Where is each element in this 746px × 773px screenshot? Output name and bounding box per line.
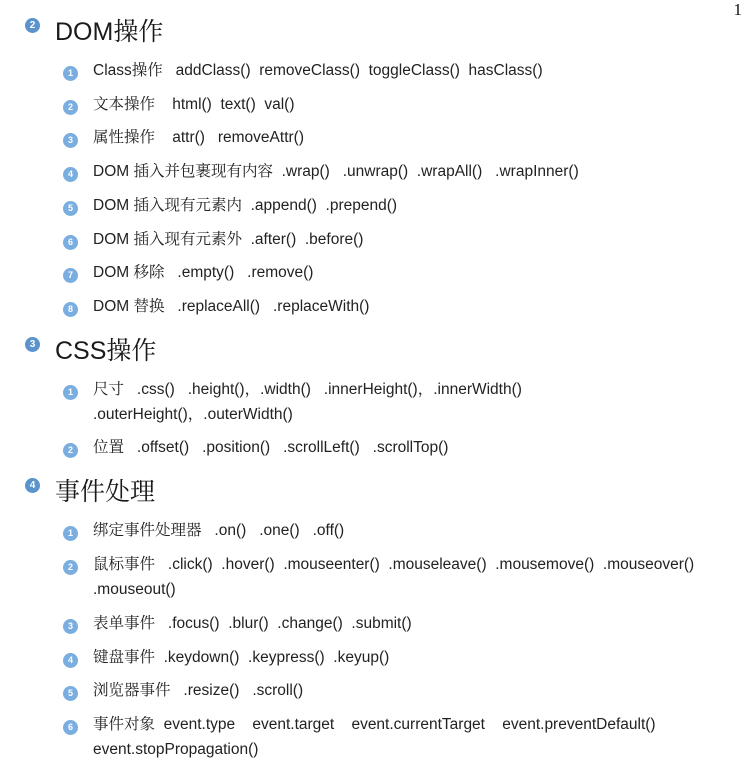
item-text: 位置 .offset() .position() .scrollLeft() .scrollTop() bbox=[93, 439, 449, 456]
item-text: 鼠标事件 .click() .hover() .mouseenter() .mouseleave() .mousemove() .mouseover() .mouseout() bbox=[93, 556, 695, 598]
item-text: 表单事件 .focus() .blur() .change() .submit() bbox=[93, 615, 412, 632]
item-text: 绑定事件处理器 .on() .one() .off() bbox=[93, 522, 345, 539]
item-text: DOM 替换 .replaceAll() .replaceWith() bbox=[93, 298, 370, 315]
section-number-badge: 2 bbox=[25, 18, 40, 33]
item-number-badge: 2 bbox=[63, 443, 78, 458]
item-number-badge: 4 bbox=[63, 167, 78, 182]
item-number-badge: 3 bbox=[63, 619, 78, 634]
item-text: DOM 插入现有元素外 .after() .before() bbox=[93, 231, 364, 248]
item-text: DOM 插入并包裹现有内容 .wrap() .unwrap() .wrapAll() .wrapInner() bbox=[93, 163, 579, 180]
section-number-badge: 3 bbox=[25, 337, 40, 352]
item-number-badge: 2 bbox=[63, 100, 78, 115]
item-text: 键盘事件 .keydown() .keypress() .keyup() bbox=[93, 649, 390, 666]
item-number-badge: 1 bbox=[63, 385, 78, 400]
item-number-badge: 4 bbox=[63, 653, 78, 668]
item-number-badge: 2 bbox=[63, 560, 78, 575]
item-number-badge: 6 bbox=[63, 720, 78, 735]
section-title: DOM操作 bbox=[55, 18, 164, 46]
item-number-badge: 1 bbox=[63, 66, 78, 81]
item-number-badge: 1 bbox=[63, 526, 78, 541]
item-number-badge: 3 bbox=[63, 133, 78, 148]
item-text: 尺寸 .css() .height()，.width() .innerHeight()，.innerWidth() .outerHeight()，.outerWidth() bbox=[93, 381, 522, 423]
item-text: 属性操作 attr() removeAttr() bbox=[93, 129, 304, 146]
item-text: Class操作 addClass() removeClass() toggleClass() hasClass() bbox=[93, 62, 543, 79]
section-number-badge: 4 bbox=[25, 478, 40, 493]
item-number-badge: 5 bbox=[63, 686, 78, 701]
item-text: DOM 移除 .empty() .remove() bbox=[93, 264, 314, 281]
page-number: 1 bbox=[733, 0, 742, 19]
item-number-badge: 6 bbox=[63, 235, 78, 250]
section-title: 事件处理 bbox=[55, 478, 156, 506]
item-number-badge: 7 bbox=[63, 268, 78, 283]
item-text: DOM 插入现有元素内 .append() .prepend() bbox=[93, 197, 398, 214]
item-text: 事件对象 event.type event.target event.currentTarget event.preventDefault() event.stopPropagation() bbox=[93, 716, 656, 758]
item-text: 浏览器事件 .resize() .scroll() bbox=[93, 682, 304, 699]
item-number-badge: 5 bbox=[63, 201, 78, 216]
item-text: 文本操作 html() text() val() bbox=[93, 96, 295, 113]
section-title: CSS操作 bbox=[55, 337, 157, 365]
item-number-badge: 8 bbox=[63, 302, 78, 317]
